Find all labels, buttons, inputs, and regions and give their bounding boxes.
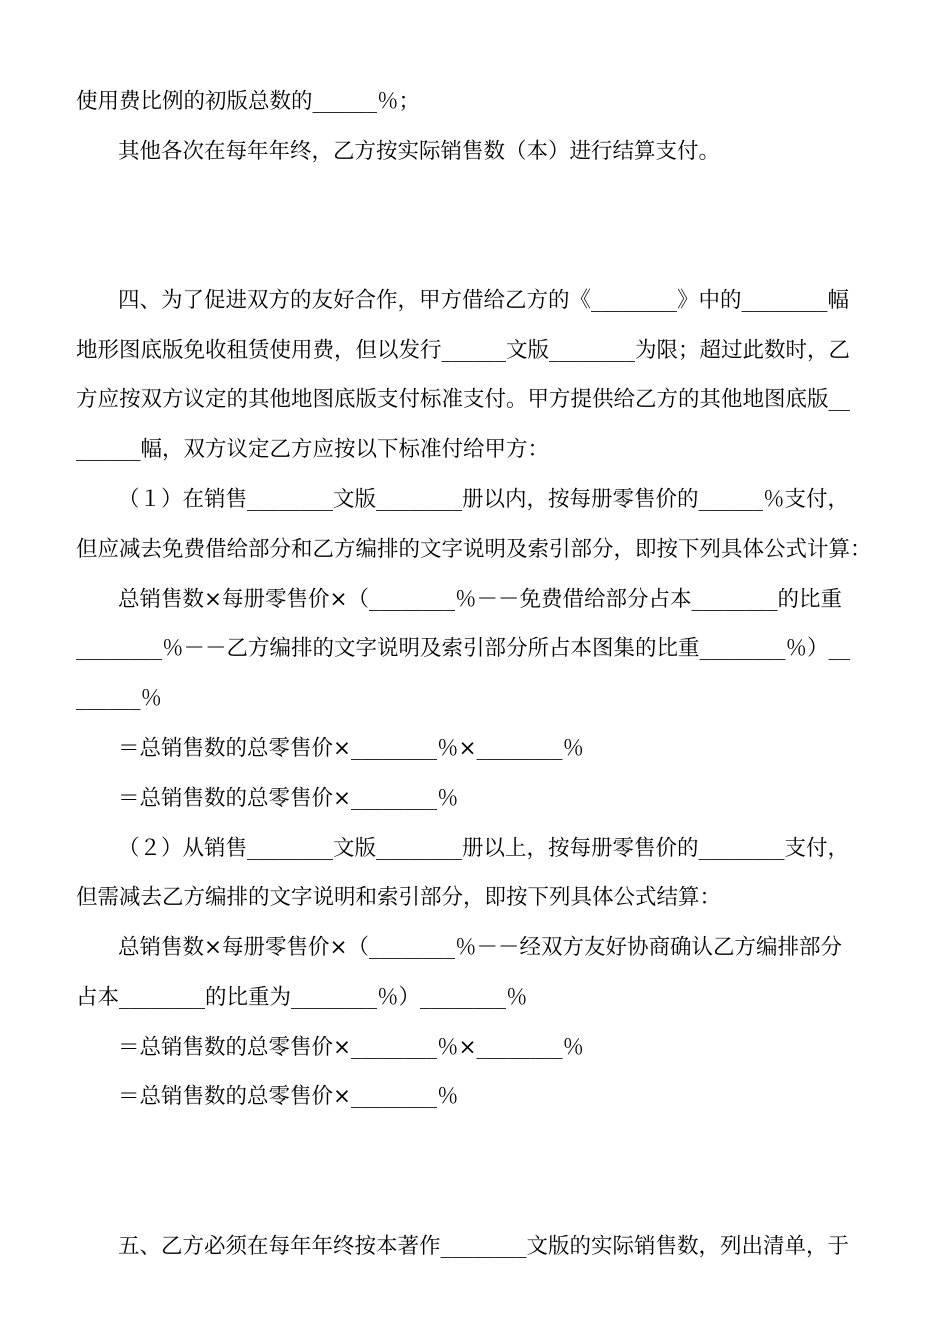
text-line-18: ＝总销售数的总零售价×________％×________％	[118, 1035, 585, 1060]
text-line-12: ＝总销售数的总零售价×________％×________％	[118, 736, 585, 761]
text-line-17: 占本________的比重为________％）________％	[76, 985, 528, 1010]
text-line-2: 其他各次在每年年终，乙方按实际销售数（本）进行结算支付。	[118, 139, 721, 164]
text-line-11: ______％	[76, 686, 163, 711]
text-line-13: ＝总销售数的总零售价×________％	[118, 786, 459, 811]
text-line-16: 总销售数×每册零售价×（________％－－经双方友好协商确认乙方编排部分	[118, 935, 843, 960]
text-line-14: （２）从销售________文版________册以上，按每册零售价的________支付，	[118, 836, 850, 861]
text-line-19: ＝总销售数的总零售价×________％	[118, 1084, 459, 1109]
text-line-15: 但需减去乙方编排的文字说明和索引部分，即按下列具体公式结算：	[76, 885, 722, 910]
text-line-1: 使用费比例的初版总数的______％；	[76, 89, 421, 114]
text-line-20: 五、乙方必须在每年年终按本著作________文版的实际销售数，列出清单，于	[118, 1234, 850, 1259]
text-line-5: 方应按双方议定的其他地图底版支付标准支付。甲方提供给乙方的其他地图底版__	[76, 387, 851, 412]
text-line-6: ______幅，双方议定乙方应按以下标准付给甲方：	[76, 437, 550, 462]
text-line-4: 地形图底版免收租赁使用费，但以发行______文版________为限；超过此数时，乙	[76, 338, 851, 363]
text-line-3: 四、为了促进双方的友好合作，甲方借给乙方的《________》中的________幅	[118, 288, 850, 313]
text-line-7: （１）在销售________文版________册以内，按每册零售价的______％支付，	[118, 487, 850, 512]
text-line-10: ________％－－乙方编排的文字说明及索引部分所占本图集的比重________％）__	[76, 636, 851, 661]
text-line-8: 但应减去免费借给部分和乙方编排的文字说明及索引部分，即按下列具体公式计算：	[76, 537, 872, 562]
text-line-9: 总销售数×每册零售价×（________％－－免费借给部分占本________的比重	[118, 587, 843, 612]
